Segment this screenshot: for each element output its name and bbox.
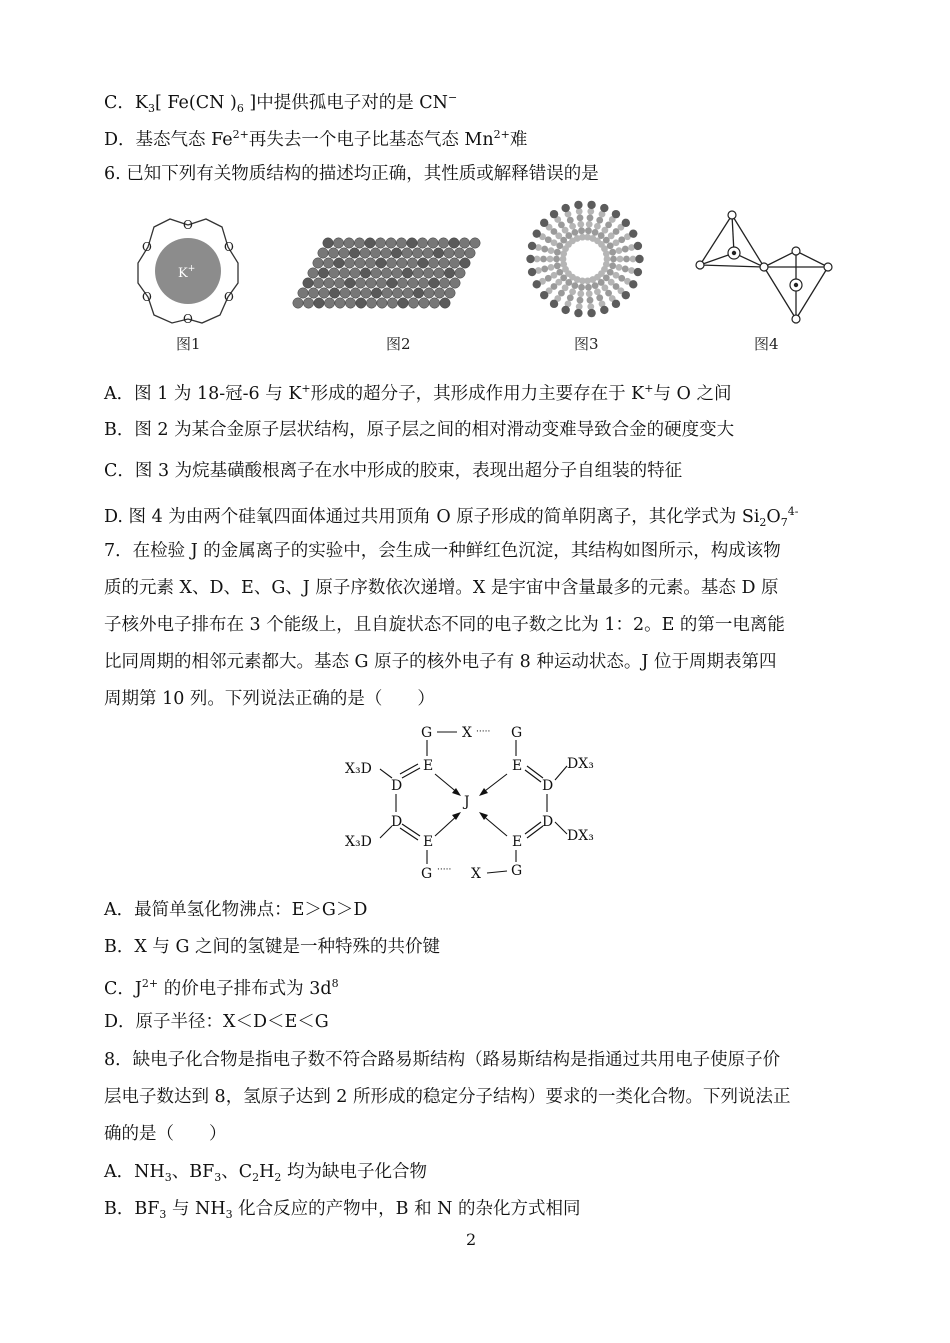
- alloy-atom: [345, 298, 355, 308]
- q7-option-c: C．$J^{2+}$ 的价电子排布式为 $3d^8$: [104, 977, 339, 999]
- alloy-atom: [398, 298, 408, 308]
- alloy-atom: [392, 288, 402, 298]
- alloy-atom: [319, 288, 329, 298]
- alloy-atom: [423, 248, 433, 258]
- alloy-atom: [387, 298, 397, 308]
- figure-3-micelle: [515, 195, 655, 325]
- alloy-atom: [403, 288, 413, 298]
- figure-2-caption: 图2: [386, 335, 411, 353]
- alloy-atom: [360, 268, 370, 278]
- svg-text:O: O: [224, 240, 234, 254]
- svg-text:O: O: [183, 312, 193, 326]
- alloy-atom: [366, 298, 376, 308]
- alloy-atom: [350, 288, 360, 298]
- svg-text:X: X: [462, 725, 472, 741]
- q7-stem-line-5: 周期第 10 列。下列说法正确的是（ ）: [104, 689, 435, 709]
- alloy-atom: [396, 238, 406, 248]
- svg-text:K+: K+: [178, 264, 196, 281]
- surfactant-molecule: [604, 255, 644, 263]
- q7-stem-line-4: 比同周期的相邻元素都大。基态 G 原子的核外电子有 8 种运动状态。J 位于周期表第四: [104, 652, 777, 672]
- q6-option-c: C．图 3 为烷基磺酸根离子在水中形成的胶束，表现出超分子自组装的特征: [104, 461, 683, 481]
- alloy-atom: [454, 248, 464, 258]
- alloy-atom: [298, 288, 308, 298]
- q7-stem-line-1: 7．在检验 J 的金属离子的实验中，会生成一种鲜红色沉淀，其结构如图所示，构成该物: [104, 541, 781, 561]
- alloy-atom: [354, 238, 364, 248]
- alloy-atom: [407, 238, 417, 248]
- alloy-atom: [328, 248, 338, 258]
- alloy-atom: [345, 278, 355, 288]
- alloy-atom: [382, 288, 392, 298]
- alloy-atom: [434, 268, 444, 278]
- alloy-atom: [459, 238, 469, 248]
- alloy-atom: [413, 268, 423, 278]
- q8-stem-line-2: 层电子数达到 8，氢原子达到 2 所形成的稳定分子结构）要求的一类化合物。下列说法正: [104, 1087, 791, 1107]
- svg-text:O: O: [224, 290, 234, 304]
- alloy-atom: [375, 238, 385, 248]
- alloy-atom: [445, 288, 455, 298]
- q6-option-b: B．图 2 为某合金原子层状结构，原子层之间的相对滑动变难导致合金的硬度变大: [104, 420, 735, 440]
- q7-option-d: D．原子半径：X＜D＜E＜G: [104, 1012, 329, 1032]
- alloy-atom: [329, 268, 339, 278]
- alloy-atom: [370, 248, 380, 258]
- svg-text:X₃D: X₃D: [345, 834, 372, 850]
- alloy-atom: [428, 238, 438, 248]
- alloy-atom: [444, 268, 454, 278]
- alloy-atom: [417, 238, 427, 248]
- alloy-atom: [391, 248, 401, 258]
- q7-structure-diagram: [335, 718, 615, 883]
- q7-option-b: B．X 与 G 之间的氢键是一种特殊的共价键: [104, 937, 440, 957]
- figure-2-alloy-layers: [290, 235, 490, 310]
- alloy-atom: [381, 248, 391, 258]
- svg-text:DX₃: DX₃: [567, 828, 594, 844]
- alloy-atom: [408, 298, 418, 308]
- alloy-atom: [303, 298, 313, 308]
- alloy-atom: [365, 238, 375, 248]
- alloy-atom: [402, 248, 412, 258]
- figure-3-caption: 图3: [574, 335, 599, 353]
- svg-text:E: E: [423, 758, 434, 774]
- alloy-atom: [318, 268, 328, 278]
- alloy-atom: [323, 238, 333, 248]
- svg-text:O: O: [183, 218, 193, 232]
- alloy-atom: [376, 278, 386, 288]
- page-number: 2: [466, 1230, 477, 1249]
- q7-option-a: A．最简单氢化物沸点：E＞G＞D: [104, 900, 368, 920]
- alloy-atom: [361, 288, 371, 298]
- alloy-atom: [439, 258, 449, 268]
- alloy-atom: [387, 278, 397, 288]
- q7-stem-line-3: 子核外电子排布在 3 个能级上，且自旋状态不同的电子数之比为 1：2。E 的第一电离能: [104, 615, 785, 635]
- svg-text:O: O: [142, 240, 152, 254]
- svg-text:D: D: [542, 814, 554, 830]
- alloy-atom: [423, 268, 433, 278]
- alloy-atom: [371, 268, 381, 278]
- alloy-atom: [470, 238, 480, 248]
- svg-text:G: G: [511, 725, 523, 741]
- alloy-atom: [434, 288, 444, 298]
- alloy-atom: [366, 278, 376, 288]
- alloy-atom: [377, 298, 387, 308]
- q5-option-d: D．基态气态 $Fe^{2+}$再失去一个电子比基态气态 $Mn^{2+}$难: [104, 128, 528, 150]
- alloy-atom: [293, 298, 303, 308]
- alloy-atom: [392, 268, 402, 278]
- alloy-atom: [356, 298, 366, 308]
- q8-stem-line-1: 8．缺电子化合物是指电子数不符合路易斯结构（路易斯结构是指通过共用电子使原子价: [104, 1050, 781, 1070]
- svg-text:E: E: [512, 834, 523, 850]
- alloy-atom: [355, 278, 365, 288]
- svg-text:J: J: [464, 794, 470, 810]
- alloy-atom: [438, 238, 448, 248]
- alloy-atom: [418, 278, 428, 288]
- alloy-atom: [334, 258, 344, 268]
- figure-4-caption: 图4: [754, 335, 779, 353]
- alloy-atom: [335, 298, 345, 308]
- alloy-atom: [339, 248, 349, 258]
- alloy-atom: [397, 278, 407, 288]
- alloy-atom: [440, 298, 450, 308]
- alloy-atom: [313, 278, 323, 288]
- alloy-atom: [424, 288, 434, 298]
- svg-text:D: D: [391, 814, 403, 830]
- alloy-atom: [419, 298, 429, 308]
- alloy-atom: [344, 238, 354, 248]
- alloy-atom: [408, 278, 418, 288]
- alloy-atom: [308, 288, 318, 298]
- svg-text:X₃D: X₃D: [345, 761, 372, 777]
- alloy-atom: [429, 298, 439, 308]
- svg-text:O: O: [142, 290, 152, 304]
- alloy-atom: [450, 278, 460, 288]
- alloy-atom: [308, 268, 318, 278]
- alloy-atom: [428, 258, 438, 268]
- svg-text:·····: ·····: [437, 865, 452, 875]
- alloy-atom: [439, 278, 449, 288]
- svg-text:G: G: [421, 725, 433, 741]
- svg-text:X: X: [471, 866, 481, 882]
- q8-option-b: B．$BF_3$ 与 $NH_3$ 化合反应的产物中，B 和 N 的杂化方式相同: [104, 1199, 581, 1221]
- alloy-atom: [418, 258, 428, 268]
- svg-text:·····: ·····: [476, 727, 491, 737]
- alloy-atom: [329, 288, 339, 298]
- alloy-atom: [303, 278, 313, 288]
- alloy-atom: [340, 288, 350, 298]
- alloy-atom: [433, 248, 443, 258]
- alloy-atom: [449, 258, 459, 268]
- q6-option-a: A．图 1 为 18-冠-6 与 K+形成的超分子，其形成作用力主要存在于 K+与 O 之间: [104, 382, 732, 404]
- alloy-atom: [339, 268, 349, 278]
- svg-text:E: E: [512, 758, 523, 774]
- alloy-atom: [444, 248, 454, 258]
- svg-text:G: G: [421, 866, 433, 882]
- alloy-atom: [429, 278, 439, 288]
- surfactant-molecule: [526, 255, 566, 263]
- svg-text:DX₃: DX₃: [567, 756, 594, 772]
- alloy-atom: [314, 298, 324, 308]
- alloy-atom: [333, 238, 343, 248]
- q8-stem-line-3: 确的是（ ）: [104, 1124, 227, 1144]
- alloy-atom: [349, 248, 359, 258]
- alloy-atom: [381, 268, 391, 278]
- alloy-atom: [318, 248, 328, 258]
- alloy-atom: [365, 258, 375, 268]
- q6-option-d: D. 图 4 为由两个硅氧四面体通过共用顶角 O 原子形成的简单阴离子，其化学式为 $Si_2O_7^{4-}$: [104, 505, 799, 529]
- figure-1-crown-ether: [120, 205, 260, 335]
- alloy-atom: [324, 278, 334, 288]
- svg-text:D: D: [542, 778, 554, 794]
- q7-stem-line-2: 质的元素 X、D、E、G、J 原子序数依次递增。X 是宇宙中含量最多的元素。基态 D 原: [104, 578, 779, 598]
- alloy-atom: [449, 238, 459, 248]
- alloy-atom: [360, 248, 370, 258]
- alloy-atom: [371, 288, 381, 298]
- q6-stem: 6. 已知下列有关物质结构的描述均正确，其性质或解释错误的是: [104, 164, 599, 184]
- alloy-atom: [413, 288, 423, 298]
- alloy-atom: [344, 258, 354, 268]
- alloy-atom: [412, 248, 422, 258]
- svg-text:E: E: [423, 834, 434, 850]
- alloy-atom: [402, 268, 412, 278]
- alloy-atom: [334, 278, 344, 288]
- alloy-atom: [386, 238, 396, 248]
- alloy-atom: [350, 268, 360, 278]
- alloy-atom: [313, 258, 323, 268]
- q8-option-a: A．$NH_3$、$BF_3$、$C_2H_2$ 均为缺电子化合物: [104, 1162, 427, 1184]
- alloy-atom: [355, 258, 365, 268]
- svg-text:D: D: [391, 778, 403, 794]
- figure-1-caption: 图1: [176, 335, 201, 353]
- alloy-atom: [323, 258, 333, 268]
- svg-text:G: G: [511, 863, 523, 879]
- q5-option-c: C．$K_3$[ Fe(CN )$_6$ ]中提供孤电子对的是 CN−: [104, 91, 458, 115]
- alloy-atom: [376, 258, 386, 268]
- figure-4-silicate-tetrahedra: [690, 205, 840, 330]
- alloy-atom: [397, 258, 407, 268]
- alloy-atom: [324, 298, 334, 308]
- alloy-atom: [386, 258, 396, 268]
- alloy-atom: [460, 258, 470, 268]
- alloy-atom: [455, 268, 465, 278]
- alloy-atom: [465, 248, 475, 258]
- alloy-atom: [407, 258, 417, 268]
